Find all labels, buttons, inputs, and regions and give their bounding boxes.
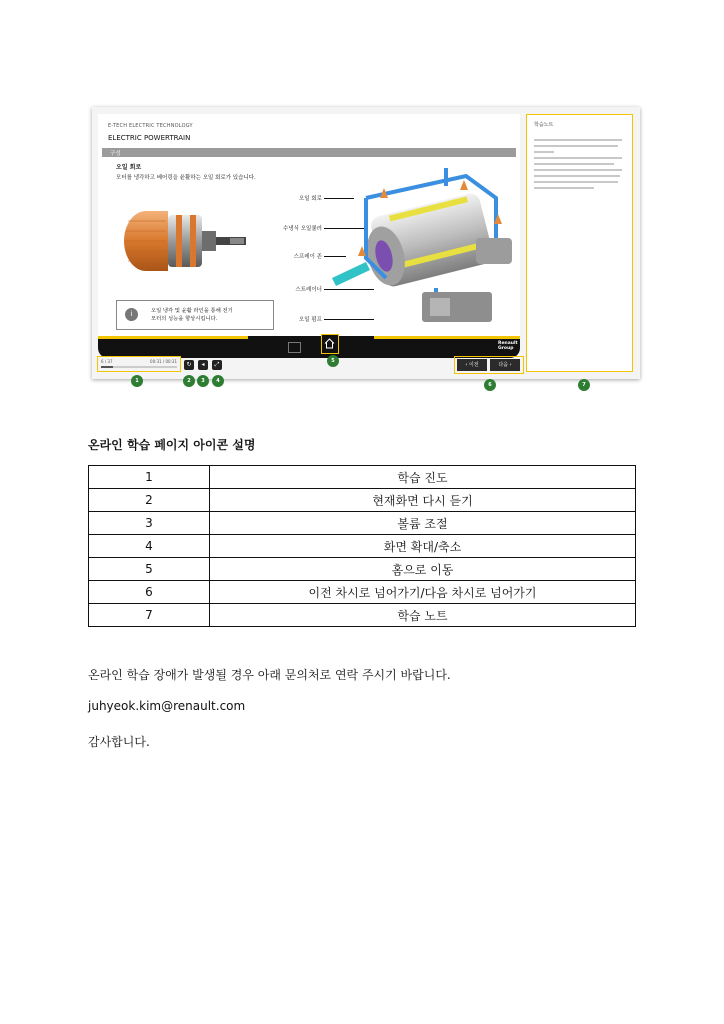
table-row (89, 604, 636, 627)
table-row (89, 581, 636, 604)
icon-number: 4 (89, 535, 210, 558)
icon-number: 6 (89, 581, 210, 604)
table-row (89, 489, 636, 512)
note-line (534, 187, 594, 189)
section-bar (102, 148, 516, 157)
icon-description: 이전 차시로 넘어가기/다음 차시로 넘어가기 (210, 581, 636, 604)
thanks-text: 감사합니다. (88, 735, 150, 749)
course-category: E-TECH ELECTRIC TECHNOLOGY (108, 123, 193, 129)
note-line (534, 163, 614, 165)
icon-number: 2 (89, 489, 210, 512)
icon-number: 7 (89, 604, 210, 627)
replay-icon: ↻ (186, 361, 192, 368)
toolbar-accent (374, 336, 520, 339)
table-row (89, 512, 636, 535)
note-line (534, 157, 622, 159)
table-row (89, 535, 636, 558)
callout-oil-circuit: 오일 회로 (298, 196, 322, 202)
badge-7: 7 (578, 379, 590, 391)
contact-email[interactable]: juhyeok.kim@renault.com (88, 699, 246, 713)
prev-button[interactable]: ‹ 이전 (457, 359, 487, 371)
progress-track[interactable] (101, 366, 177, 368)
zoom-button[interactable] (212, 360, 222, 370)
icon-legend-heading: 온라인 학습 페이지 아이콘 설명 (88, 438, 256, 452)
info-box (116, 300, 274, 330)
slide-description: 모터를 냉각하고 베어링을 윤활하는 오일 회로가 있습니다. (116, 175, 256, 181)
icon-description: 홈으로 이동 (210, 558, 636, 581)
study-note-title: 학습노트 (534, 122, 554, 128)
notebook-icon[interactable] (288, 342, 301, 353)
progress-box (97, 356, 181, 372)
note-line (534, 169, 622, 171)
expand-icon: ⤢ (214, 361, 220, 368)
table-row (89, 558, 636, 581)
home-icon (324, 338, 335, 349)
badge-1: 1 (131, 375, 143, 387)
nav-box (454, 356, 524, 374)
course-title: ELECTRIC POWERTRAIN (108, 134, 191, 142)
note-line (534, 151, 554, 153)
note-line (534, 139, 622, 141)
replay-button[interactable] (184, 360, 194, 370)
course-screenshot (92, 107, 640, 388)
callout-strainer: 스트레이너 (295, 287, 322, 293)
volume-button[interactable] (198, 360, 208, 370)
icon-description: 현재화면 다시 듣기 (210, 489, 636, 512)
bottom-toolbar (98, 336, 520, 358)
note-line (534, 175, 620, 177)
badge-5: 5 (327, 355, 339, 367)
icon-description: 볼륨 조절 (210, 512, 636, 535)
icon-legend-table (88, 465, 636, 627)
progress-time: 00:31 / 00:31 (150, 359, 177, 364)
next-button[interactable]: 다음 › (490, 359, 520, 371)
icon-description: 학습 진도 (210, 466, 636, 489)
slide-subtitle: 오일 회로 (116, 164, 142, 171)
progress-fill (101, 366, 113, 368)
volume-icon: ◂ (201, 361, 205, 368)
info-icon: i (125, 308, 138, 321)
icon-description: 학습 노트 (210, 604, 636, 627)
study-note-panel[interactable] (526, 114, 633, 372)
info-text: 오일 냉각 및 윤활 라인을 통해 전기 모터의 성능을 향상시킵니다. (151, 308, 233, 322)
table-row (89, 466, 636, 489)
icon-number: 5 (89, 558, 210, 581)
icon-number: 1 (89, 466, 210, 489)
motor-illustration (326, 158, 520, 326)
toolbar-accent (98, 336, 248, 339)
callout-spray-zone: 스프레이 존 (293, 254, 322, 260)
icon-description: 화면 확대/축소 (210, 535, 636, 558)
renault-group-logo: Renault Group (498, 341, 518, 351)
contact-intro: 온라인 학습 장애가 발생될 경우 아래 문의처로 연락 주시기 바랍니다. (88, 668, 451, 682)
note-line (534, 181, 618, 183)
callout-oil-cooler: 수냉식 오일쿨러 (283, 226, 322, 232)
course-main-pane (98, 114, 520, 351)
badge-3: 3 (197, 375, 209, 387)
section-label: 구성 (110, 151, 121, 157)
callout-oil-pump: 오일 펌프 (298, 317, 322, 323)
progress-count: 6 / 37 (101, 359, 113, 364)
rotor-illustration (120, 201, 260, 281)
note-line (534, 145, 618, 147)
icon-number: 3 (89, 512, 210, 535)
badge-6: 6 (484, 379, 496, 391)
badge-2: 2 (183, 375, 195, 387)
badge-4: 4 (212, 375, 224, 387)
home-button[interactable] (321, 334, 339, 354)
